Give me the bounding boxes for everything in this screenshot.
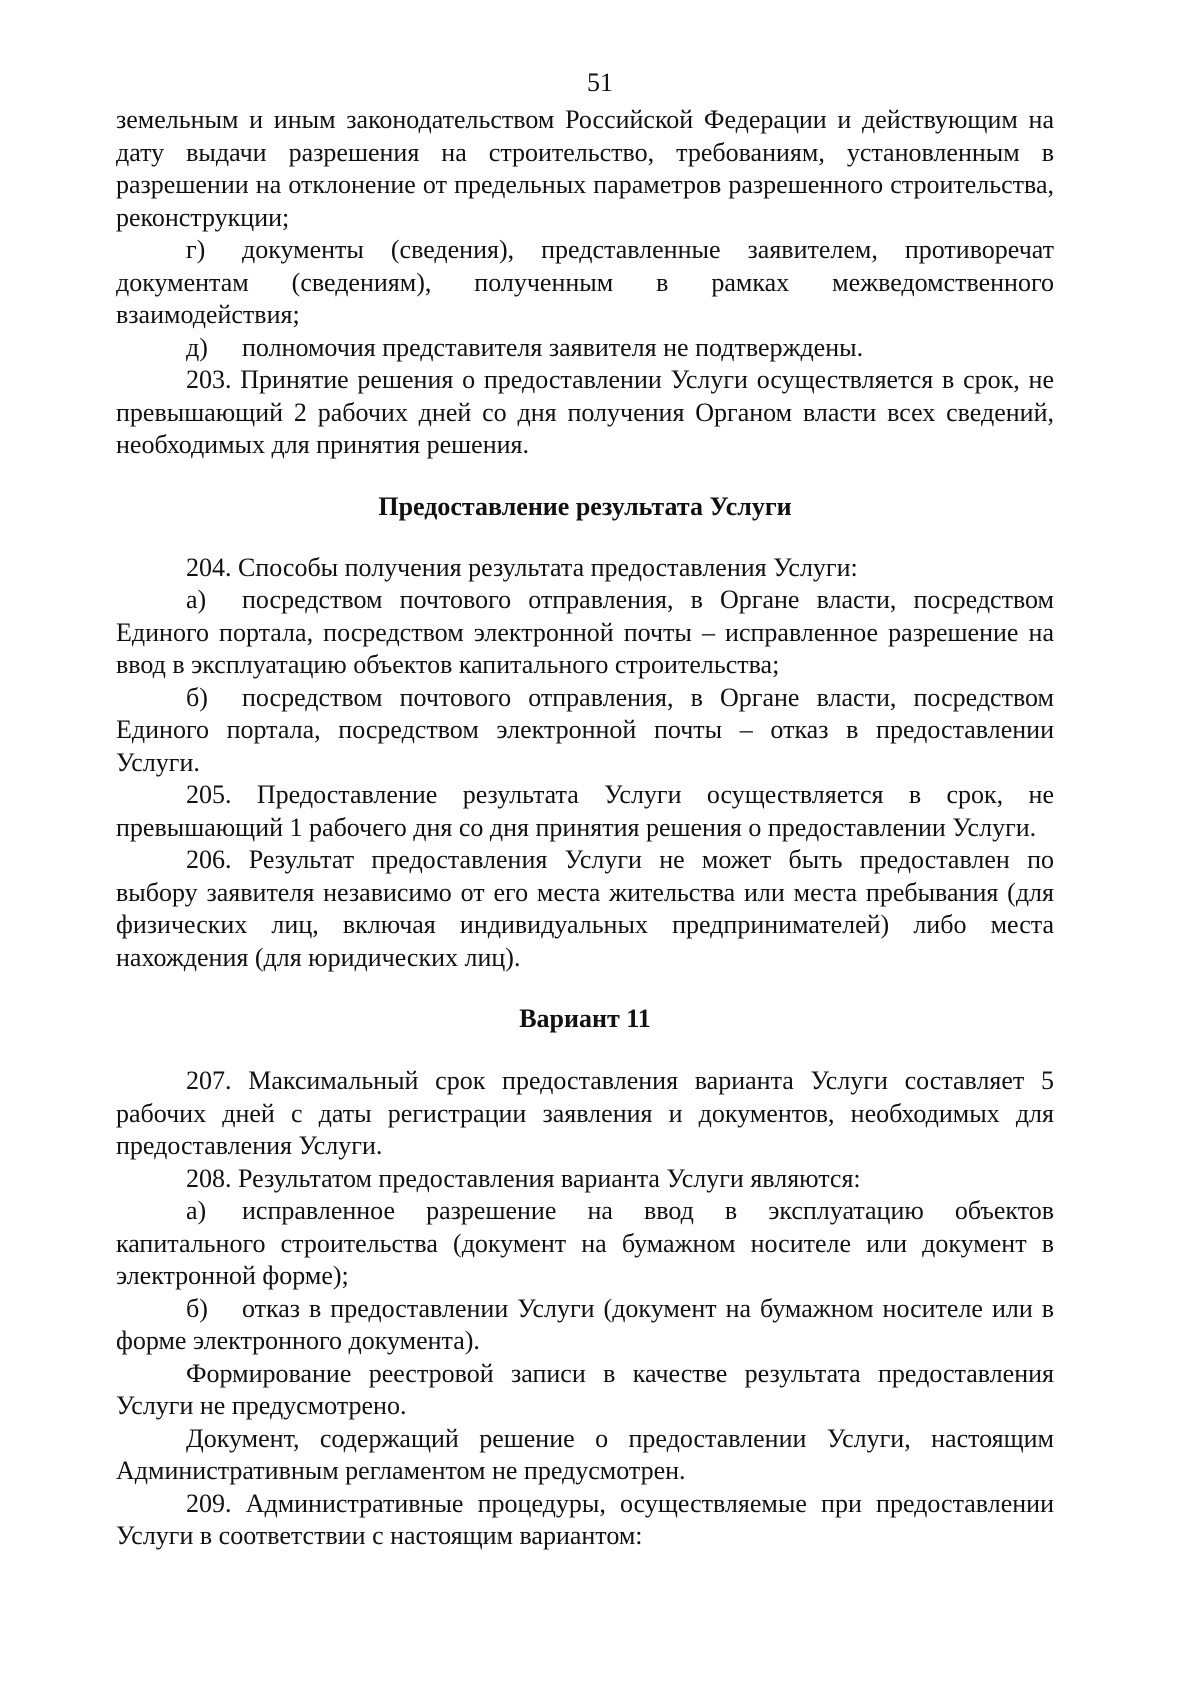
- list-marker-variant-b: б): [186, 1293, 208, 1323]
- paragraph-209: 209. Административные процедуры, осуществляемые при предоставлении Услуги в соответствии с настоящим вариантом:: [116, 1488, 1054, 1550]
- list-item-a: [116, 584, 1054, 682]
- list-text-variant-a: исправленное разрешение на ввод в эксплуатацию объектов капитального строительства (документ на бумажном носителе или документ в электронной форме);: [116, 1196, 1054, 1290]
- paragraph-203: 203. Принятие решения о предоставлении Услуги осуществляется в срок, не превышающий 2 рабочих дней со дня получения Органом власти всех сведений, необходимых для принятия решения.: [116, 365, 1054, 459]
- section-heading-result: Предоставление результата Услуги: [378, 491, 792, 521]
- list-item-variant-a: [116, 1195, 1054, 1293]
- list-marker-variant-a: а): [186, 1196, 207, 1225]
- list-marker-a: а): [186, 585, 207, 614]
- paragraph-document: Документ, содержащий решение о предоставлении Услуги, настоящим Административным регламентом не предусмотрен.: [116, 1423, 1054, 1485]
- paragraph-205: 205. Предоставление результата Услуги осуществляется в срок, не превышающий 1 рабочего дня со дня принятия решения о предоставлении Услуги.: [116, 780, 1054, 842]
- list-text-variant-b: отказ в предоставлении Услуги (документ на бумажном носителе или в форме электронного документа).: [116, 1293, 1054, 1355]
- paragraph-207: 207. Максимальный срок предоставления варианта Услуги составляет 5 рабочих дней с даты регистрации заявления и документов, необходимых для предоставления Услуги.: [116, 1066, 1054, 1160]
- page-number: 51: [587, 68, 613, 97]
- list-marker-g: г): [186, 235, 206, 264]
- section-heading-variant: Вариант 11: [519, 1004, 651, 1033]
- paragraph-continuation: земельным и иным законодательством Российской Федерации и действующим на дату выдачи разрешения на строительство, требованиям, установленным в разрешении на отклонение от предельных параметров разрешенного строительства, реконструкции;: [116, 105, 1054, 232]
- paragraph-208: 208. Результатом предоставления варианта Услуги являются:: [186, 1163, 861, 1193]
- list-item-d: [116, 332, 1054, 365]
- list-marker-d: д): [186, 332, 208, 362]
- paragraph-registry: Формирование реестровой записи в качестве результата предоставления Услуги не предусмотрено.: [116, 1358, 1054, 1420]
- document-body: [116, 104, 1054, 1553]
- paragraph-206: 206. Результат предоставления Услуги не может быть предоставлен по выбору заявителя независимо от его места жительства или места пребывания (для физических лиц, включая индивидуальных предпринимателей) либо места нахождения (для юридических лиц).: [116, 845, 1054, 972]
- list-text-b: посредством почтового отправления, в Органе власти, посредством Единого портала, посредством электронной почты – отказ в предоставлении Услуги.: [116, 682, 1054, 777]
- list-text-g: документы (сведения), представленные заявителем, противоречат документам (сведениям), полученным в рамках межведомственного взаимодействия;: [116, 235, 1054, 329]
- list-item-variant-b: [116, 1293, 1054, 1358]
- list-item-b: [116, 682, 1054, 780]
- list-marker-b: б): [186, 682, 208, 712]
- list-item-g: [116, 234, 1054, 332]
- paragraph-204: 204. Способы получения результата предоставления Услуги:: [186, 552, 858, 582]
- list-text-a: посредством почтового отправления, в Органе власти, посредством Единого портала, посредством электронной почты – исправленное разрешение на ввод в эксплуатацию объектов капитального строительства;: [116, 585, 1054, 679]
- list-text-d: полномочия представителя заявителя не подтверждены.: [242, 332, 864, 362]
